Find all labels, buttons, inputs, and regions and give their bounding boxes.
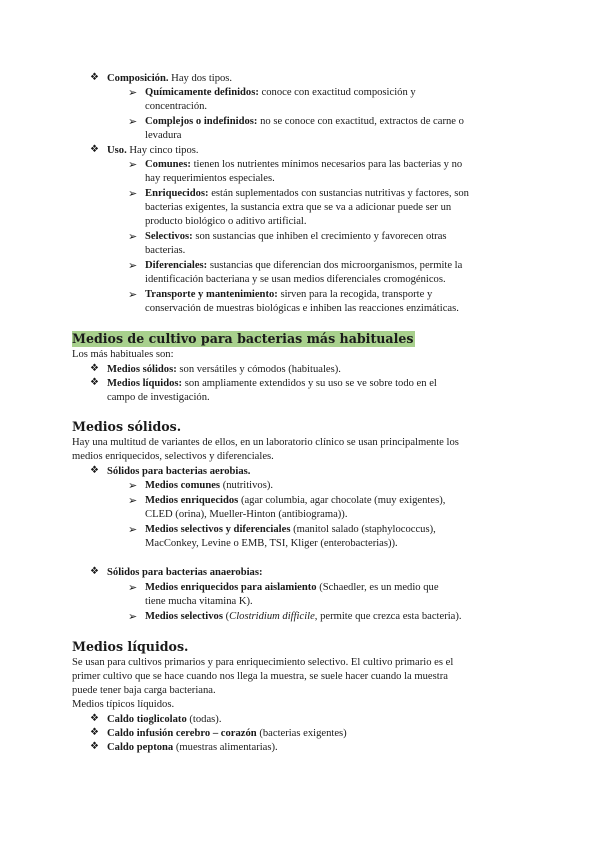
solidos-intro: medios enriquecidos, selectivos y diferenciales. [72, 451, 274, 462]
uso-item-cont: bacterias exigentes, la sustancia extra que se va a adicionar puede ser un [145, 202, 452, 213]
diamond-bullet-icon: ❖ [90, 72, 99, 83]
diamond-bullet-icon: ❖ [90, 144, 99, 155]
liquidos-heading: Medios líquidos. [72, 639, 189, 654]
liquidos-item: Caldo infusión cerebro – corazón (bacterias exigentes) [107, 728, 347, 739]
arrow-bullet-icon: ➢ [128, 188, 138, 200]
arrow-bullet-icon: ➢ [128, 231, 138, 243]
aerobias-item: Medios enriquecidos (agar columbia, agar chocolate (muy exigentes), [145, 495, 446, 506]
arrow-bullet-icon: ➢ [128, 480, 138, 492]
uso-line: Uso. Hay cinco tipos. [107, 145, 199, 156]
habituales-heading: Medios de cultivo para bacterias más habituales [72, 331, 414, 346]
arrow-bullet-icon: ➢ [128, 524, 138, 536]
uso-item-cont: hay requerimientos especiales. [145, 173, 275, 184]
habituales-intro: Los más habituales son: [72, 349, 174, 360]
solidos-intro: Hay una multitud de variantes de ellos, en un laboratorio clínico se usan principalmente los [72, 437, 459, 448]
solidos-heading: Medios sólidos. [72, 419, 182, 434]
arrow-bullet-icon: ➢ [128, 289, 138, 301]
arrow-bullet-icon: ➢ [128, 611, 138, 623]
uso-item-cont: conservación de muestras biológicas e inhiben las reacciones enzimáticas. [145, 303, 459, 314]
anaerobias-item-cont: tiene mucha vitamina K). [145, 596, 253, 607]
habituales-liquidos: Medios líquidos: son ampliamente extendidos y su uso se ve sobre todo en el [107, 378, 437, 389]
liquidos-intro: Se usan para cultivos primarios y para enriquecimiento selectivo. El cultivo primario es el [72, 657, 454, 668]
aerobias-label: Sólidos para bacterias aerobias. [107, 466, 251, 477]
diamond-bullet-icon: ❖ [90, 363, 99, 374]
arrow-bullet-icon: ➢ [128, 582, 138, 594]
liquidos-item: Caldo tioglicolato (todas). [107, 714, 222, 725]
uso-item: Diferenciales: sustancias que diferencian dos microorganismos, permite la [145, 260, 463, 271]
uso-item-cont: bacterias. [145, 245, 186, 256]
composicion-line: Composición. Hay dos tipos. [107, 73, 233, 84]
arrow-bullet-icon: ➢ [128, 87, 138, 99]
diamond-bullet-icon: ❖ [90, 741, 99, 752]
composicion-item-cont: levadura [145, 130, 182, 141]
liquidos-intro: primer cultivo que se hace cuando nos llega la muestra, se suele hacer cuando la muestra [72, 671, 448, 682]
uso-item: Selectivos: son sustancias que inhiben el crecimiento y favorecen otras [145, 231, 447, 242]
diamond-bullet-icon: ❖ [90, 713, 99, 724]
aerobias-item-cont: MacConkey, Levine o EMB, TSI, Kliger (enterobacterias)). [145, 538, 398, 549]
anaerobias-item: Medios enriquecidos para aislamiento (Schaedler, es un medio que [145, 582, 439, 593]
arrow-bullet-icon: ➢ [128, 495, 138, 507]
diamond-bullet-icon: ❖ [90, 566, 99, 577]
uso-item: Transporte y mantenimiento: sirven para la recogida, transporte y [145, 289, 433, 300]
uso-item-cont: identificación bacteriana y se usan medios diferenciales cromogénicos. [145, 274, 446, 285]
uso-item: Comunes: tienen los nutrientes mínimos necesarios para las bacterias y no [145, 159, 463, 170]
liquidos-intro: Medios típicos líquidos. [72, 699, 175, 710]
aerobias-item-cont: CLED (orina), Mueller-Hinton (antibiograma)). [145, 509, 348, 520]
liquidos-item: Caldo peptona (muestras alimentarias). [107, 742, 278, 753]
anaerobias-label: Sólidos para bacterias anaerobias: [107, 567, 263, 578]
aerobias-item: Medios comunes (nutritivos). [145, 480, 274, 491]
diamond-bullet-icon: ❖ [90, 465, 99, 476]
liquidos-intro: puede tener baja carga bacteriana. [72, 685, 216, 696]
arrow-bullet-icon: ➢ [128, 260, 138, 272]
uso-item-cont: producto biológico o aditivo artificial. [145, 216, 307, 227]
composicion-item: Químicamente definidos: conoce con exactitud composición y [145, 87, 416, 98]
anaerobias-item: Medios selectivos (Clostridium difficile, permite que crezca esta bacteria). [145, 611, 462, 622]
composicion-item: Complejos o indefinidos: no se conoce con exactitud, extractos de carne o [145, 116, 464, 127]
arrow-bullet-icon: ➢ [128, 159, 138, 171]
habituales-liquidos-cont: campo de investigación. [107, 392, 210, 403]
habituales-solidos: Medios sólidos: son versátiles y cómodos (habituales). [107, 364, 341, 375]
diamond-bullet-icon: ❖ [90, 377, 99, 388]
diamond-bullet-icon: ❖ [90, 727, 99, 738]
uso-item: Enriquecidos: están suplementados con sustancias nutritivas y factores, son [145, 188, 469, 199]
aerobias-item: Medios selectivos y diferenciales (manitol salado (staphylococcus), [145, 524, 436, 535]
composicion-item-cont: concentración. [145, 101, 208, 112]
arrow-bullet-icon: ➢ [128, 116, 138, 128]
